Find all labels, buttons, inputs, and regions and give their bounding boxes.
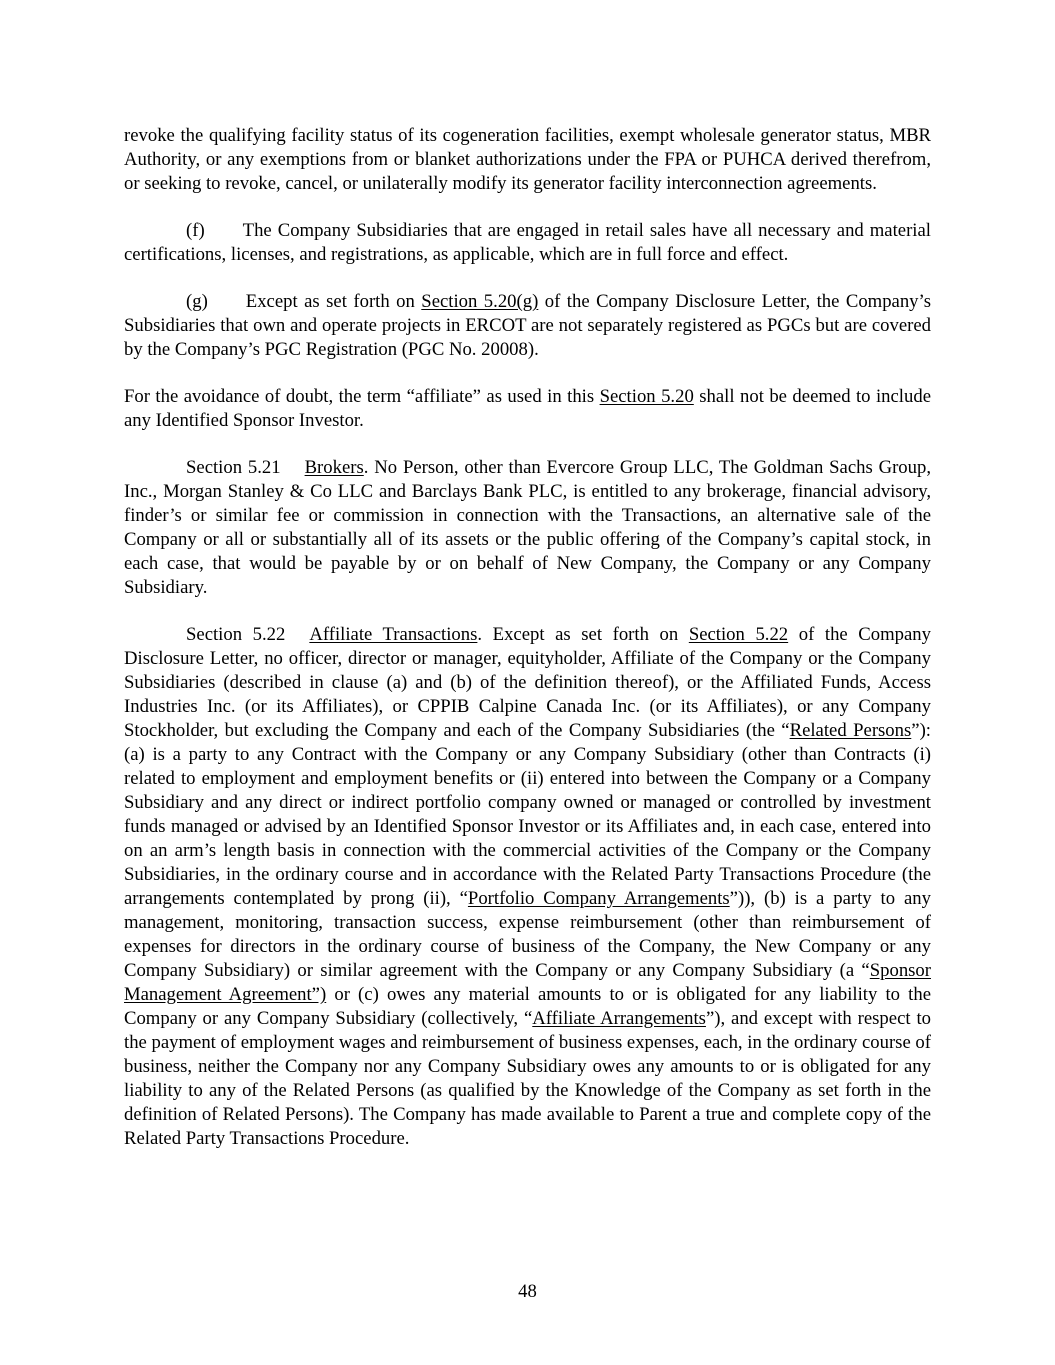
paragraph-text: or (c) owes any material amounts to or is obligated for any liability to the Company or any Company Subsidiary (collectively, “ — [124, 984, 931, 1029]
paragraph-text: revoke the qualifying facility status of its cogeneration facilities, exempt wholesale generator status, MBR Authority, or any exemptions from or blanket authorizations under the FPA or PUHCA derived therefrom, or seeking to revoke, cancel, or unilaterally modify its generator facility interconnection agreements. — [124, 125, 931, 194]
defined-term: Sponsor Management Agreement”) — [124, 960, 931, 1005]
paragraph-text: ”), and except with respect to the payment of employment wages and reimbursement of business expenses, each, in the ordinary course of business, neither the Company nor any Company Subsidiary owes any amounts to or is obligated for any liability to any of the Related Persons (as qualified by the Knowledge of the Company as set forth in the definition of Related Persons). The Company has made available to Parent a true and complete copy of the Related Party Transactions Procedure. — [124, 1008, 931, 1149]
section-number: Section 5.22 — [186, 624, 286, 645]
paragraph-text: For the avoidance of doubt, the term “affiliate” as used in this — [124, 386, 600, 407]
paragraph-f-retail-sales — [124, 219, 931, 267]
defined-term: Related Persons — [789, 720, 912, 741]
paragraph-text: shall not be deemed to include any Identified Sponsor Investor. — [124, 386, 931, 431]
paragraph-affiliate-definition — [124, 385, 931, 433]
section-5-22-affiliate-transactions — [124, 623, 931, 1151]
paragraph-text: ”)), (b) is a party to any management, monitoring, transaction success, expense reimbursement (other than reimbursement of expenses for directors in the ordinary course of business of the Company, the New Company or any Company Subsidiary) or similar agreement with the Company or any Company Subsidiary (a “ — [124, 888, 931, 981]
paragraph-text: The Company Subsidiaries that are engaged in retail sales have all necessary and material certifications, licenses, and registrations, as applicable, which are in full force and effect. — [124, 220, 931, 265]
section-reference: Section 5.20(g) — [421, 291, 539, 312]
paragraph-text: . Except as set forth on — [477, 624, 689, 645]
section-heading: Affiliate Transactions — [309, 624, 478, 645]
page-number: 48 — [518, 1281, 537, 1302]
section-reference: Section 5.22 — [688, 624, 789, 645]
paragraph-text: Except as set forth on — [245, 291, 422, 312]
document-page — [124, 124, 931, 1174]
section-heading: Brokers — [304, 457, 364, 478]
paragraph-g-ercot — [124, 290, 931, 362]
section-5-21-brokers — [124, 456, 931, 600]
paragraph-text: of the Company Disclosure Letter, no officer, director or manager, equityholder, Affiliate of the Company or the Company Subsidiaries (described in clause (a) and (b) of the definition thereof), or the Affiliated Funds, Access Industries Inc. (or its Affiliates), or CPPIB Calpine Canada Inc. (or its Affiliates), or any Company Stockholder, but excluding the Company and each of the Company Subsidiaries (the “ — [124, 624, 931, 741]
paragraph-text: ”): (a) is a party to any Contract with the Company or any Company Subsidiary (other than Contracts (i) related to employment and employment benefits or (ii) entered into between the Company or a Company Subsidiary and any direct or indirect portfolio company owned or managed or controlled by investment funds managed or advised by an Identified Sponsor Investor or its Affiliates and, in each case, entered into on an arm’s length basis in connection with the commercial activities of the Company or the Company Subsidiaries, in the ordinary course and in accordance with the Related Party Transactions Procedure (the arrangements contemplated by prong (ii), “ — [124, 720, 931, 909]
clause-label: (f) — [186, 220, 205, 241]
paragraph-text: . No Person, other than Evercore Group LLC, The Goldman Sachs Group, Inc., Morgan Stanley & Co LLC and Barclays Bank PLC, is entitled to any brokerage, financial advisory, finder’s or similar fee or commission in connection with the Transactions, an alternative sale of the Company or all or substantially all of its assets or the public offering of the Company’s capital stock, in each case, that would be payable by or on behalf of New Company, the Company or any Company Subsidiary. — [124, 457, 931, 598]
section-reference: Section 5.20 — [599, 386, 694, 407]
clause-label: (g) — [186, 291, 208, 312]
paragraph-text: of the Company Disclosure Letter, the Company’s Subsidiaries that own and operate projects in ERCOT are not separately registered as PGCs but are covered by the Company’s PGC Registration (PGC No. 20008). — [124, 291, 931, 360]
paragraph-fpa-continuation — [124, 124, 931, 196]
defined-term: Portfolio Company Arrangements — [467, 888, 730, 909]
section-number: Section 5.21 — [186, 457, 281, 478]
defined-term: Affiliate Arrangements — [532, 1008, 706, 1029]
